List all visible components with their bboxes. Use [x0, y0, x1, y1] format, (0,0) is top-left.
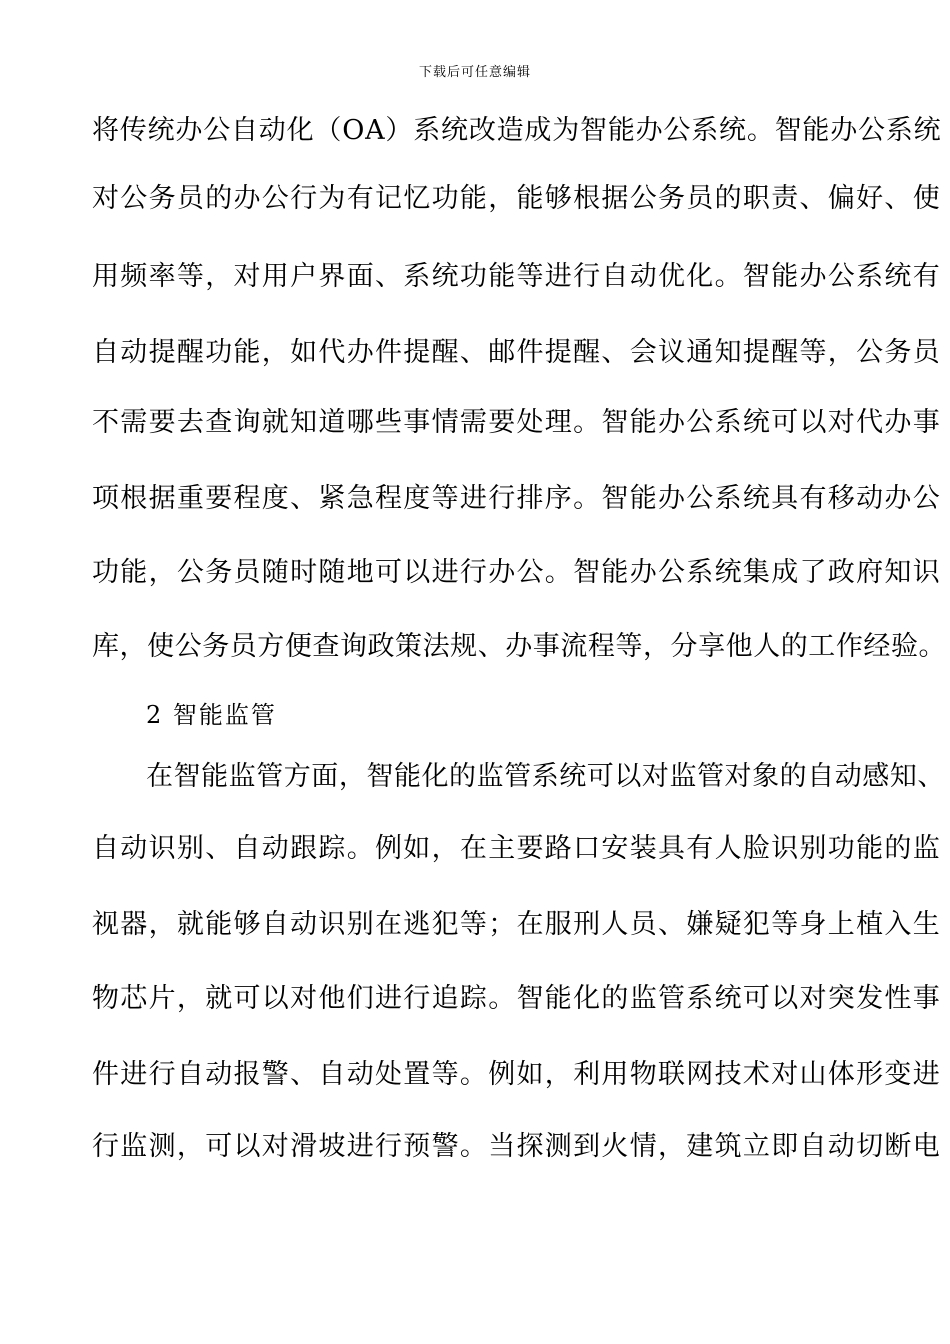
paragraph-line: 行监测，可以对滑坡进行预警。当探测到火情，建筑立即自动切断电	[92, 1131, 941, 1162]
paragraph-line: 项根据重要程度、紧急程度等进行排序。智能办公系统具有移动办公	[92, 483, 941, 514]
section-heading: 2 智能监管	[146, 701, 277, 729]
paragraph-line: 件进行自动报警、自动处置等。例如，利用物联网技术对山体形变进	[92, 1059, 941, 1090]
paragraph-line: 物芯片，就可以对他们进行追踪。智能化的监管系统可以对突发性事	[92, 983, 941, 1014]
paragraph-line: 用频率等，对用户界面、系统功能等进行自动优化。智能办公系统有	[92, 261, 941, 292]
paragraph-line: 自动提醒功能，如代办件提醒、邮件提醒、会议通知提醒等，公务员	[92, 337, 941, 368]
paragraph-line: 功能，公务员随时随地可以进行办公。智能办公系统集成了政府知识	[92, 557, 941, 588]
paragraph-line: 库，使公务员方便查询政策法规、办事流程等，分享他人的工作经验。	[92, 631, 947, 662]
page-header: 下载后可任意编辑	[418, 65, 531, 80]
paragraph-line: 视器，就能够自动识别在逃犯等；在服刑人员、嫌疑犯等身上植入生	[92, 909, 941, 940]
paragraph-line: 不需要去查询就知道哪些事情需要处理。智能办公系统可以对代办事	[92, 407, 941, 438]
paragraph-line: 在智能监管方面，智能化的监管系统可以对监管对象的自动感知、	[146, 761, 945, 792]
paragraph-line: 对公务员的办公行为有记忆功能，能够根据公务员的职责、偏好、使	[92, 183, 941, 214]
paragraph-line: 自动识别、自动跟踪。例如，在主要路口安装具有人脸识别功能的监	[92, 833, 941, 864]
paragraph-line: 将传统办公自动化（OA）系统改造成为智能办公系统。智能办公系统	[92, 115, 942, 146]
